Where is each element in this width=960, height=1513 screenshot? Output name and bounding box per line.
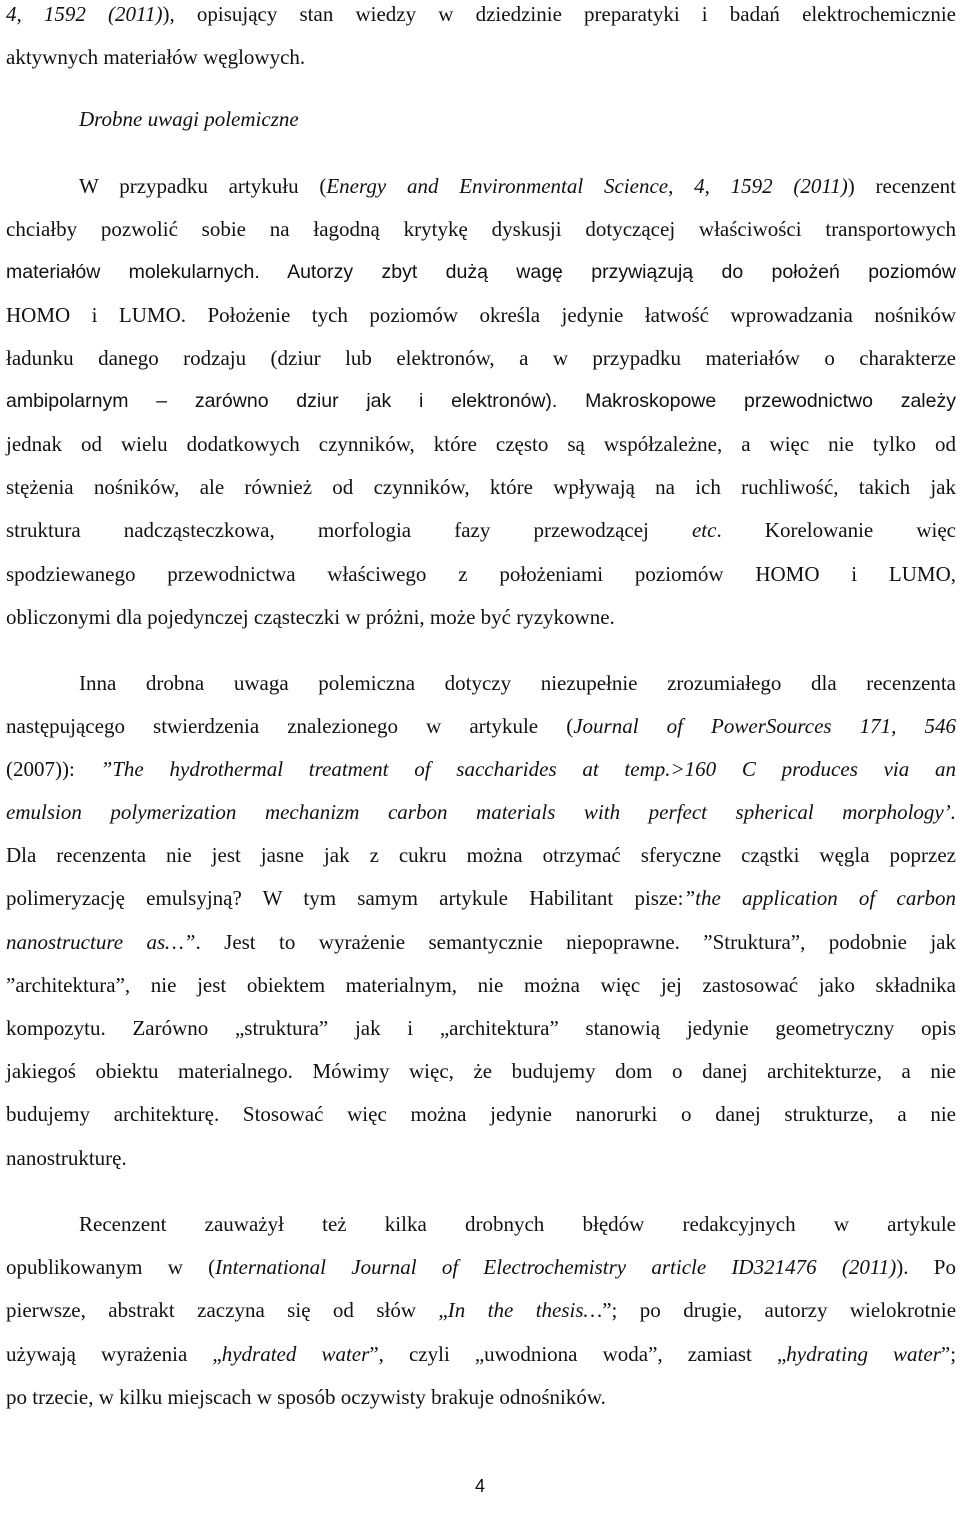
text-line: W przypadku artykułu (Energy and Environmental Science, 4, 1592 (2011)) recenzent — [79, 174, 956, 198]
text-line: struktura nadcząsteczkowa, morfologia fazy przewodzącej etc. Korelowanie więc — [6, 518, 956, 542]
text-line: nanostrukturę. — [6, 1146, 127, 1170]
text-line: Recenzent zauważył też kilka drobnych błędów redakcyjnych w artykule — [79, 1212, 956, 1236]
section-heading: Drobne uwagi polemiczne — [79, 107, 299, 131]
text-line: jakiegoś obiektu materialnego. Mówimy więc, że budujemy dom o danej architekturze, a nie — [6, 1059, 956, 1083]
text-line: 4, 1592 (2011)), opisujący stan wiedzy w dziedzinie preparatyki i badań elektrochemicznie — [6, 2, 956, 26]
text-line: chciałby pozwolić sobie na łagodną krytykę dyskusji dotyczącej właściwości transportowych — [6, 217, 956, 241]
text-line: (2007)): ”The hydrothermal treatment of saccharides at temp.>160 C produces via an — [6, 757, 956, 781]
text-line: aktywnych materiałów węglowych. — [6, 45, 306, 69]
text-line: materiałów molekularnych. Autorzy zbyt dużą wagę przywiązują do położeń poziomów — [6, 261, 956, 283]
text-line: emulsion polymerization mechanizm carbon materials with perfect spherical morphology’. — [6, 800, 956, 824]
text-line: ładunku danego rodzaju (dziur lub elektronów, a w przypadku materiałów o charakterze — [6, 346, 956, 370]
page-number: 4 — [474, 1476, 485, 1496]
text-line: Inna drobna uwaga polemiczna dotyczy niezupełnie zrozumiałego dla recenzenta — [79, 671, 956, 695]
text-line: Dla recenzenta nie jest jasne jak z cukru można otrzymać sferyczne cząstki węgla poprzez — [6, 843, 956, 867]
text-line: HOMO i LUMO. Położenie tych poziomów określa jedynie łatwość wprowadzania nośników — [6, 303, 956, 327]
text-line: ambipolarnym – zarówno dziur jak i elektronów). Makroskopowe przewodnictwo zależy — [6, 390, 956, 412]
text-line: opublikowanym w (International Journal of Electrochemistry article ID321476 (2011)). Po — [6, 1255, 956, 1279]
text-line: polimeryzację emulsyjną? W tym samym artykule Habilitant pisze:”the application of carbon — [6, 886, 957, 910]
text-line: następującego stwierdzenia znalezionego w artykule (Journal of PowerSources 171, 546 — [6, 714, 956, 738]
text-line: jednak od wielu dodatkowych czynników, które często są współzależne, a więc nie tylko od — [6, 432, 956, 456]
text-line: ”architektura”, nie jest obiektem materialnym, nie można więc jej zastosować jako składnika — [6, 973, 956, 997]
text-line: pierwsze, abstrakt zaczyna się od słów „In the thesis…”; po drugie, autorzy wielokrotnie — [6, 1298, 957, 1322]
text-line: spodziewanego przewodnictwa właściwego z położeniami poziomów HOMO i LUMO, — [6, 562, 956, 586]
text-line: nanostructure as…”. Jest to wyrażenie semantycznie niepoprawne. ”Struktura”, podobnie jak — [6, 930, 956, 954]
text-line: po trzecie, w kilku miejscach w sposób oczywisty brakuje odnośników. — [6, 1385, 606, 1409]
text-line: kompozytu. Zarówno „struktura” jak i „architektura” stanowią jedynie geometryczny opis — [6, 1016, 956, 1040]
text-line: obliczonymi dla pojedynczej cząsteczki w próżni, może być ryzykowne. — [6, 605, 615, 629]
text-line: stężenia nośników, ale również od czynników, które wpływają na ich ruchliwość, takich jak — [6, 475, 956, 499]
text-line: używają wyrażenia „hydrated water”, czyli „uwodniona woda”, zamiast „hydrating water”; — [6, 1342, 957, 1366]
text-line: budujemy architekturę. Stosować więc można jedynie nanorurki o danej strukturze, a nie — [6, 1102, 956, 1126]
